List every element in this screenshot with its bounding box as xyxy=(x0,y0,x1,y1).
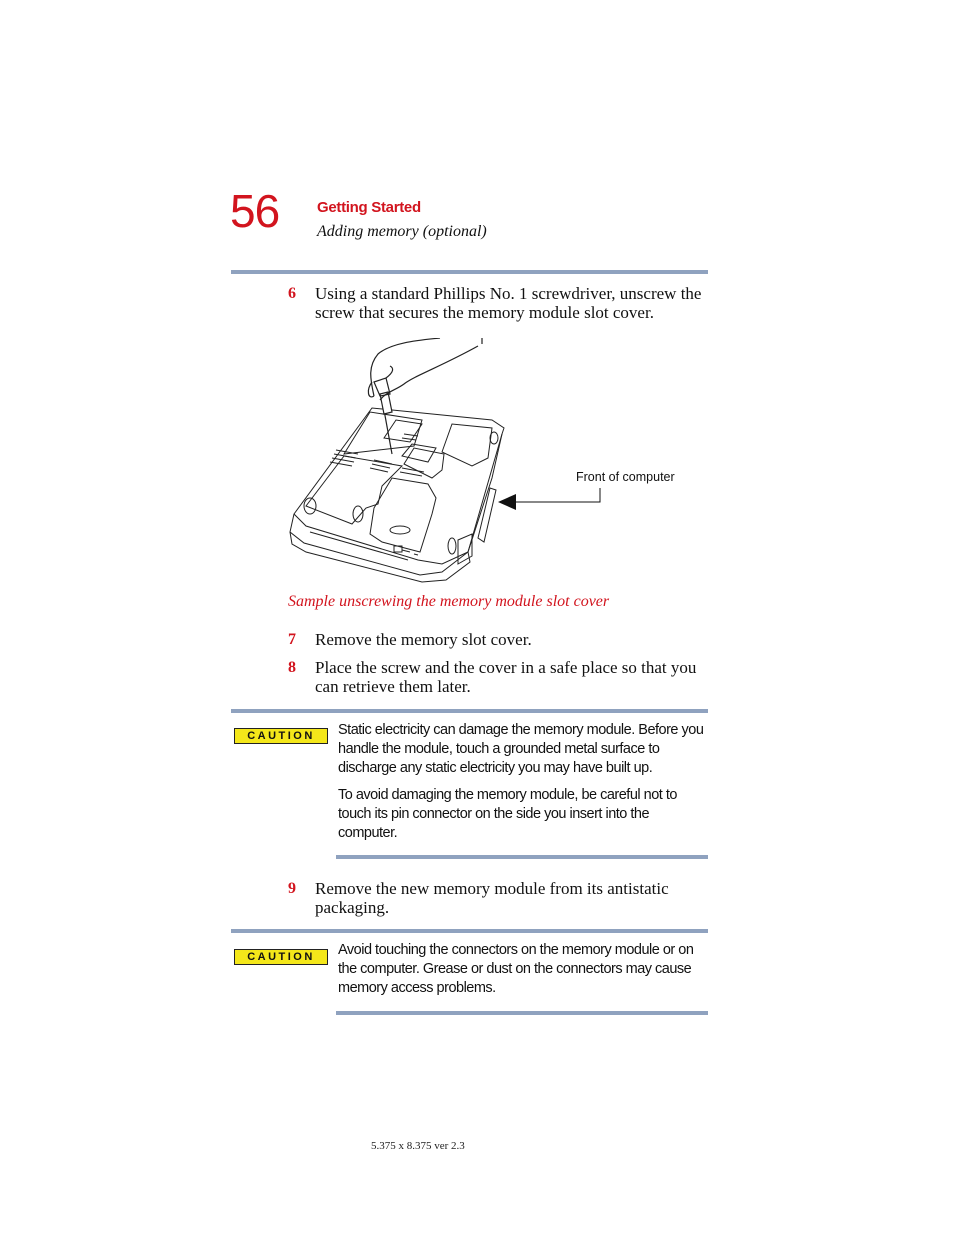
caution-paragraph: To avoid damaging the memory module, be careful not to touch its pin connector on the side you insert into the computer. xyxy=(338,787,677,841)
step-number: 7 xyxy=(288,631,296,648)
caution-divider-top xyxy=(231,709,708,713)
caution-divider-top xyxy=(231,929,708,933)
page-number: 56 xyxy=(230,185,280,237)
header-divider xyxy=(231,270,708,274)
section-title: Adding memory (optional) xyxy=(317,223,487,240)
caution-paragraph: Static electricity can damage the memory module. Before you handle the module, touch a grounded metal surface to discharge any static electricity you may have built up. xyxy=(338,722,704,776)
caution-badge: CAUTION xyxy=(234,728,328,744)
caution-divider-bottom xyxy=(336,1011,708,1015)
step-number: 9 xyxy=(288,880,296,897)
step-number: 6 xyxy=(288,285,296,302)
step-text: Place the screw and the cover in a safe place so that you can retrieve them later. xyxy=(315,658,697,696)
step-number: 8 xyxy=(288,659,296,676)
step-text: Remove the memory slot cover. xyxy=(315,630,532,649)
chapter-title: Getting Started xyxy=(317,199,421,216)
laptop-illustration xyxy=(282,338,702,584)
caution-badge: CAUTION xyxy=(234,949,328,965)
caution-divider-bottom xyxy=(336,855,708,859)
figure-caption: Sample unscrewing the memory module slot cover xyxy=(288,593,610,610)
laptop-base xyxy=(290,408,504,582)
step-text: Remove the new memory module from its antistatic packaging. xyxy=(315,879,669,917)
figure-callout-label: Front of computer xyxy=(576,470,675,484)
caution-paragraph: Avoid touching the connectors on the memory module or on the computer. Grease or dust on the connectors may cause memory access problems. xyxy=(338,942,694,996)
step-text: Using a standard Phillips No. 1 screwdriver, unscrew the screw that secures the memory module slot cover. xyxy=(315,284,702,322)
page-footer: 5.375 x 8.375 ver 2.3 xyxy=(371,1140,465,1152)
callout-arrow xyxy=(498,488,600,510)
